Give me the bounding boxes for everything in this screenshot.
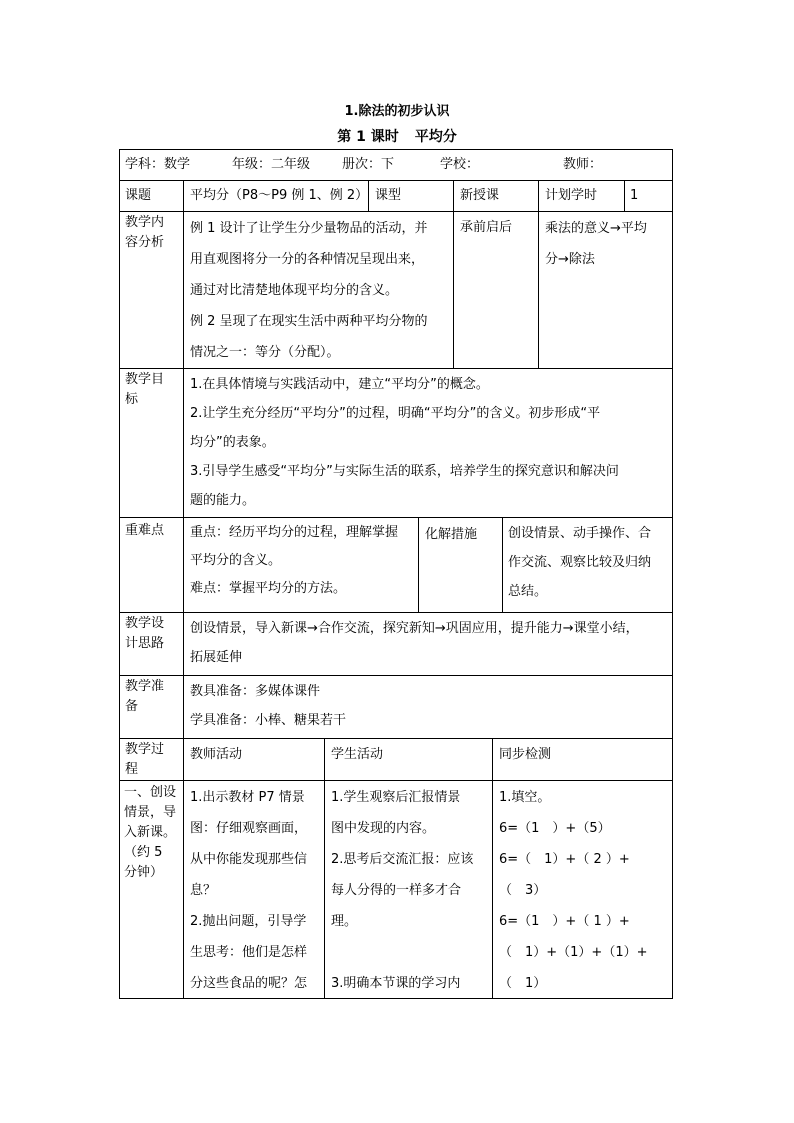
design-text: 创设情景，导入新课→合作交流，探究新知→巩固应用，提升能力→课堂小结， 拓展延伸 xyxy=(190,621,639,665)
lesson-subtitle xyxy=(0,127,794,147)
content-position: 承前启后 xyxy=(460,220,513,235)
vline xyxy=(492,738,493,998)
process-label: 教学过 程 xyxy=(125,742,165,777)
goals-label: 教学目 标 xyxy=(125,372,165,407)
vline xyxy=(183,517,184,612)
hline xyxy=(119,368,673,369)
topic-label: 课题 xyxy=(125,188,152,203)
vline xyxy=(183,612,184,738)
goals-text: 1.在具体情境与实践活动中，建立“平均分”的概念。 2.让学生充分经历“平均分”的过程，明确“平均分”的含义。初步形成“平 均分”的表象。 3.引导学生感受“平均分”与实际生活的联系，培养学生的探究意识和解决问 题的能力。 xyxy=(190,377,619,508)
hline xyxy=(119,738,673,739)
vline xyxy=(672,149,673,999)
vline xyxy=(183,368,184,517)
stage-label: 一、创设 情景，导 入新课。 （约 5 分钟） xyxy=(124,785,177,880)
measures-text: 创设情景、动手操作、合 作交流、观察比较及归纳 总结。 xyxy=(508,526,652,599)
topic-value: 平均分（P8～P9 例 1、例 2） xyxy=(190,188,369,203)
vline xyxy=(183,180,184,368)
vline xyxy=(119,149,120,999)
knowledge-chain: 乘法的意义→平均 分→除法 xyxy=(545,221,647,267)
lesson-type-value: 新授课 xyxy=(460,188,500,203)
planned-hours-label: 计划学时 xyxy=(545,188,598,203)
teacher-activity-header: 教师活动 xyxy=(190,747,243,762)
content-analysis-label: 教学内 容分析 xyxy=(125,215,165,250)
sync-check-header: 同步检测 xyxy=(499,747,552,762)
hline xyxy=(119,180,673,181)
hline xyxy=(119,211,673,212)
difficulty-label: 重难点 xyxy=(125,523,165,538)
hline xyxy=(119,675,673,676)
hline xyxy=(119,612,673,613)
vline xyxy=(324,738,325,998)
hline xyxy=(119,517,673,518)
measures-label: 化解措施 xyxy=(425,527,478,542)
vline xyxy=(502,517,503,612)
school-label: 学校： xyxy=(440,157,480,172)
volume-label: 册次：下 xyxy=(342,157,395,172)
prep-text: 教具准备：多媒体课件 学具准备：小棒、糖果若干 xyxy=(190,684,347,728)
vline xyxy=(418,517,419,612)
vline xyxy=(183,738,184,998)
student-activity-header: 学生活动 xyxy=(331,747,384,762)
sync-check-text: 1.填空。 6=（1 ）+（5） 6=（ 1）+（ 2 ）+ （ 3） 6=（1 ）+（ 1 ）+ （ 1）+（1）+（1）+ （ 1） xyxy=(499,790,648,991)
hline xyxy=(119,149,673,150)
difficulty-text: 重点：经历平均分的过程，理解掌握 平均分的含义。 难点：掌握平均分的方法。 xyxy=(190,525,399,596)
vline xyxy=(538,180,539,368)
lesson-number: 第 1 课时 xyxy=(337,129,399,145)
design-label: 教学设 计思路 xyxy=(125,616,165,651)
lesson-type-label: 课型 xyxy=(375,188,402,203)
student-activity-text: 1.学生观察后汇报情景 图中发现的内容。 2.思考后交流汇报：应该 每人分得的一样多才合 理。 3.明确本节课的学习内 xyxy=(331,790,474,991)
planned-hours-value: 1 xyxy=(630,188,639,203)
vline xyxy=(624,180,625,211)
teacher-activity-text: 1.出示教材 P7 情景 图：仔细观察画面， 从中你能发现那些信 息？ 2.抛出问题，引导学 生思考：他们是怎样 分这些食品的呢？怎 xyxy=(190,790,308,991)
grade-label: 年级：二年级 xyxy=(232,157,311,172)
prep-label: 教学准 备 xyxy=(125,679,165,714)
teacher-label: 教师： xyxy=(563,157,603,172)
lesson-topic: 平均分 xyxy=(414,129,457,145)
subject-label: 学科：数学 xyxy=(125,157,191,172)
hline xyxy=(119,780,673,781)
content-analysis-text: 例 1 设计了让学生分少量物品的活动，并 用直观图将分一分的各种情况呈现出来， 通过对比清楚地体现平均分的含义。 例 2 呈现了在现实生活中两种平均分物的 情况之一：等分（分配）。 xyxy=(190,221,428,360)
vline xyxy=(453,180,454,368)
document-title: 1.除法的初步认识 xyxy=(344,104,450,119)
